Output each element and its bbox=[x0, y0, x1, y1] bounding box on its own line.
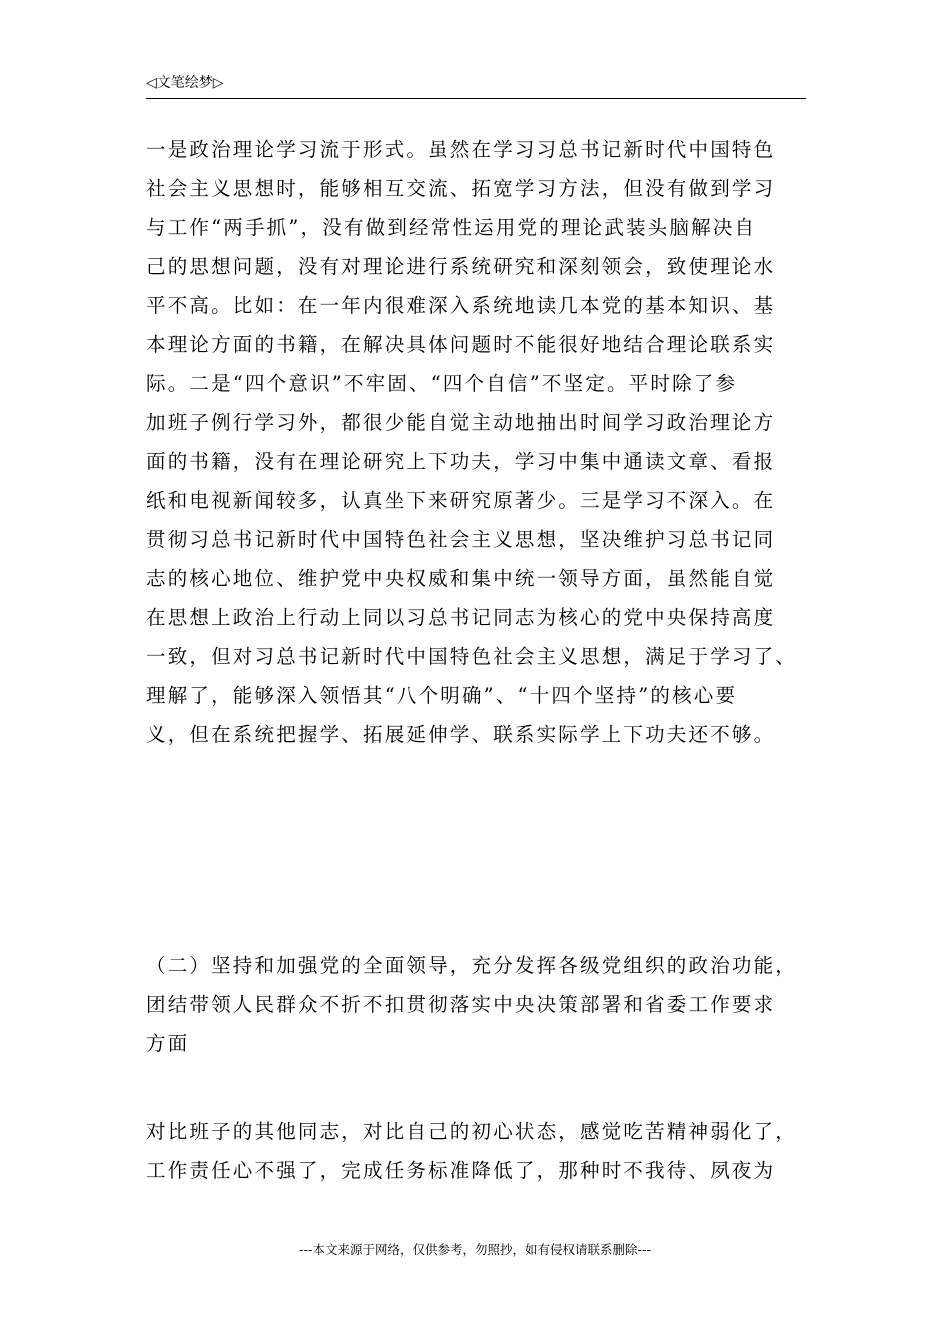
heading-line: 方面 bbox=[146, 1032, 190, 1055]
text-line: 加班子例行学习外，都很少能自觉主动地抽出时间学习政治理论方 bbox=[146, 411, 776, 434]
paragraph-1 bbox=[146, 130, 806, 754]
text-line: 际。二是“四个意识”不牢固、“四个自信”不坚定。平时除了参 bbox=[146, 372, 738, 395]
text-line: 工作责任心不强了，完成任务标准降低了，那种时不我待、夙夜为 bbox=[146, 1159, 776, 1182]
text-line: 平不高。比如：在一年内很难深入系统地读几本党的基本知识、基 bbox=[146, 294, 776, 317]
text-line: 与工作“两手抓”，没有做到经常性运用党的理论武装头脑解决自 bbox=[146, 216, 757, 239]
footer-disclaimer: ---本文来源于网络，仅供参考，勿照抄，如有侵权请联系删除--- bbox=[298, 1242, 652, 1257]
text-line: 社会主义思想时，能够相互交流、拓宽学习方法，但没有做到学习 bbox=[146, 177, 776, 200]
header-brand: ◁文笔绘梦▷ bbox=[146, 75, 224, 91]
paragraph-3 bbox=[146, 1112, 806, 1190]
page-header bbox=[146, 72, 806, 99]
text-line: 理解了，能够深入领悟其“八个明确”、“十四个坚持”的核心要 bbox=[146, 684, 738, 707]
text-line: 本理论方面的书籍，在解决具体问题时不能很好地结合理论联系实 bbox=[146, 333, 776, 356]
text-line: 面的书籍，没有在理论研究上下功夫，学习中集中通读文章、看报 bbox=[146, 450, 776, 473]
text-line: 在思想上政治上行动上同以习总书记同志为核心的党中央保持高度 bbox=[146, 606, 776, 629]
text-line: 己的思想问题，没有对理论进行系统研究和深刻领会，致使理论水 bbox=[146, 255, 776, 278]
heading-line: 团结带领人民群众不折不扣贯彻落实中央决策部署和省委工作要求 bbox=[146, 993, 776, 1016]
text-line: 纸和电视新闻较多，认真坐下来研究原著少。三是学习不深入。在 bbox=[146, 489, 776, 512]
text-line: 志的核心地位、维护党中央权威和集中统一领导方面，虽然能自觉 bbox=[146, 567, 776, 590]
heading-line: （二）坚持和加强党的全面领导，充分发挥各级党组织的政治功能， bbox=[146, 954, 798, 977]
text-line: 义，但在系统把握学、拓展延伸学、联系实际学上下功夫还不够。 bbox=[146, 723, 776, 746]
text-line: 一致，但对习总书记新时代中国特色社会主义思想，满足于学习了、 bbox=[146, 645, 798, 668]
text-line: 贯彻习总书记新时代中国特色社会主义思想，坚决维护习总书记同 bbox=[146, 528, 776, 551]
text-line: 对比班子的其他同志，对比自己的初心状态，感觉吃苦精神弱化了， bbox=[146, 1120, 798, 1143]
section-heading-2 bbox=[146, 946, 806, 1063]
text-line: 一是政治理论学习流于形式。虽然在学习习总书记新时代中国特色 bbox=[146, 138, 776, 161]
